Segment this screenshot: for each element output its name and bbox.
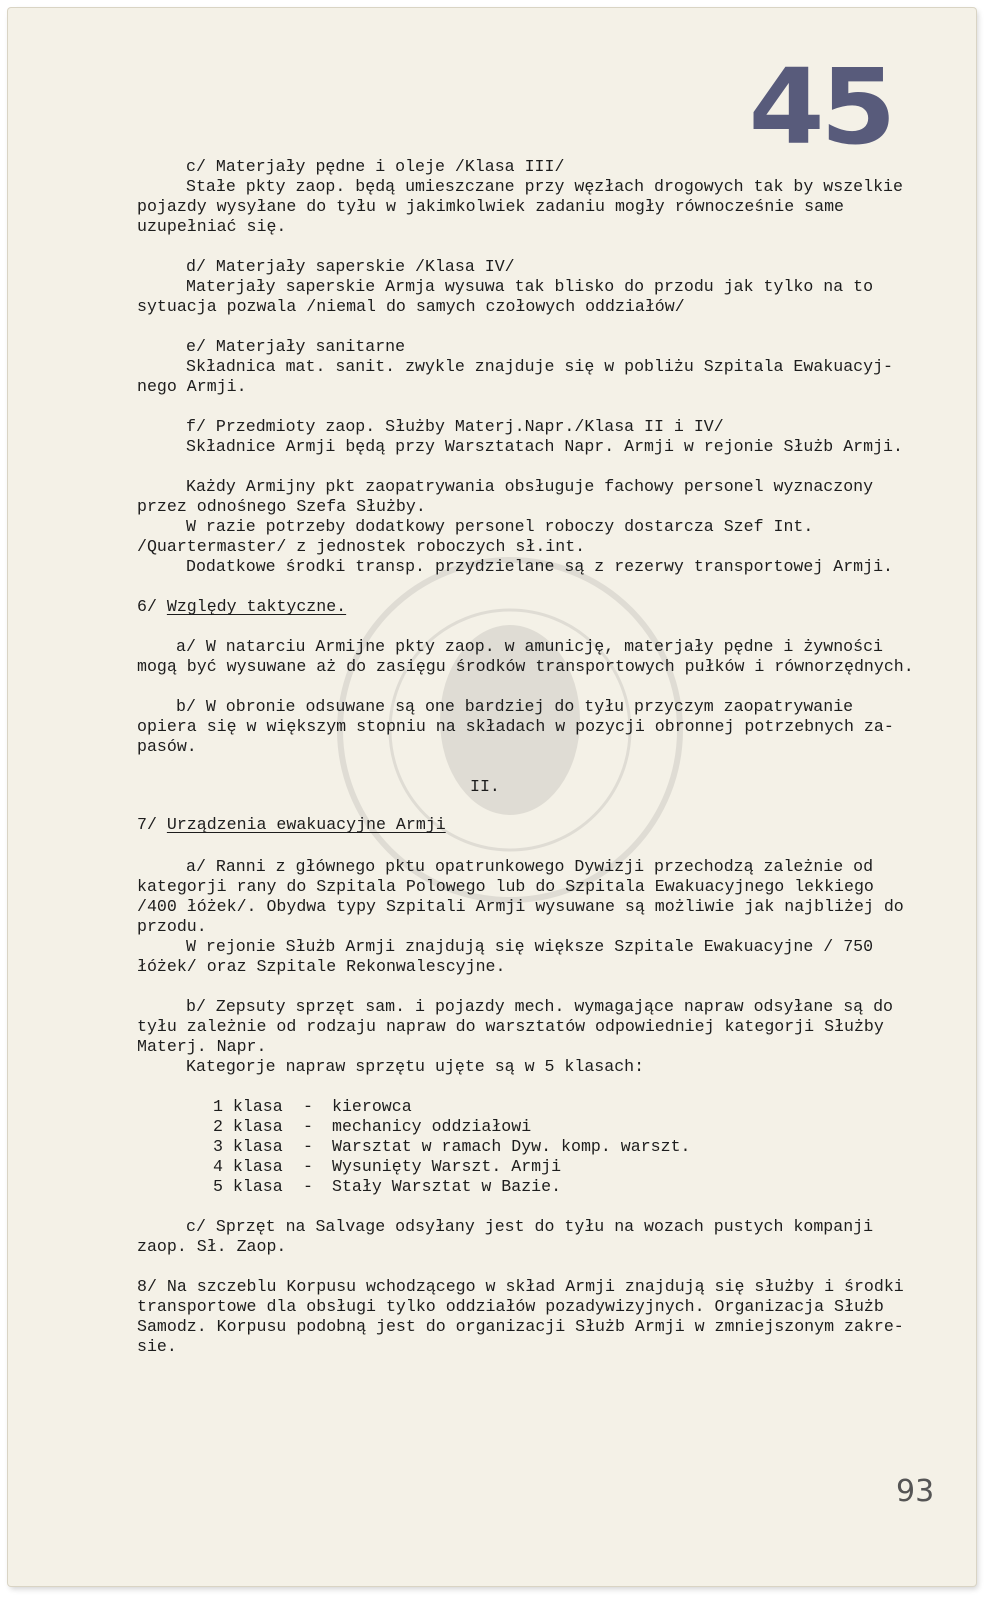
text-line: d/ Materjały saperskie /Klasa IV/ bbox=[186, 257, 515, 276]
text-line: transportowe dla obsługi tylko oddziałów pozadywizyjnych. Organizacja Służb bbox=[137, 1297, 884, 1316]
repair-class-dash: - bbox=[303, 1097, 313, 1116]
text-line: nego Armji. bbox=[137, 377, 247, 396]
repair-class-row bbox=[0, 1097, 1000, 1117]
text-line: e/ Materjały sanitarne bbox=[186, 337, 406, 356]
text-line: pasów. bbox=[137, 737, 197, 756]
text-line: Dodatkowe środki transp. przydzielane są z rezerwy transportowej Armji. bbox=[186, 557, 894, 576]
text-line: łóżek/ oraz Szpitale Rekonwalescyjne. bbox=[137, 957, 506, 976]
text-line: Materj. Napr. bbox=[137, 1037, 267, 1056]
repair-class-name: 5 klasa bbox=[213, 1177, 283, 1196]
repair-class-row bbox=[0, 1157, 1000, 1177]
repair-class-row bbox=[0, 1137, 1000, 1157]
section-title: Urządzenia ewakuacyjne Armji bbox=[166, 815, 446, 834]
text-line: f/ Przedmioty zaop. Służby Materj.Napr./Klasa II i IV/ bbox=[186, 417, 724, 436]
text-line: Składnice Armji będą przy Warsztatach Napr. Armji w rejonie Służb Armji. bbox=[186, 437, 903, 456]
text-line: a/ W natarciu Armijne pkty zaop. w amunicję, materjały pędne i żywności bbox=[176, 637, 884, 656]
text-line: tyłu zależnie od rodzaju napraw do warsztatów odpowiedniej kategorji Służby bbox=[137, 1017, 884, 1036]
text-line: /400 łóżek/. Obydwa typy Szpitali Armji wysuwane są możliwie jak najbliżej do bbox=[137, 897, 904, 916]
section-number: 7/ bbox=[137, 815, 167, 834]
text-line: 8/ Na szczeblu Korpusu wchodzącego w skład Armji znajdują się służby i środki bbox=[137, 1277, 904, 1296]
text-line: W razie potrzeby dodatkowy personel roboczy dostarcza Szef Int. bbox=[186, 517, 814, 536]
text-line: Każdy Armijny pkt zaopatrywania obsługuje fachowy personel wyznaczony bbox=[186, 477, 874, 496]
section-number: 6/ bbox=[137, 597, 167, 616]
repair-class-dash: - bbox=[303, 1177, 313, 1196]
text-line: W rejonie Służb Armji znajdują się większe Szpitale Ewakuacyjne / 750 bbox=[186, 937, 874, 956]
text-line: uzupełniać się. bbox=[137, 217, 287, 236]
repair-class-desc: Warsztat w ramach Dyw. komp. warszt. bbox=[332, 1137, 691, 1156]
text-line: opiera się w większym stopniu na składach w pozycji obronnej potrzebnych za- bbox=[137, 717, 894, 736]
repair-class-name: 4 klasa bbox=[213, 1157, 283, 1176]
part-heading: II. bbox=[470, 777, 500, 796]
text-line: b/ Zepsuty sprzęt sam. i pojazdy mech. wymagające napraw odsyłane są do bbox=[186, 997, 894, 1016]
text-line: /Quartermaster/ z jednostek roboczych sł.int. bbox=[137, 537, 586, 556]
text-line: Stałe pkty zaop. będą umieszczane przy węzłach drogowych tak by wszelkie bbox=[186, 177, 903, 196]
archive-stamp-number: 45 bbox=[748, 46, 893, 168]
text-line: przez odnośnego Szefa Służby. bbox=[137, 497, 426, 516]
section-title: Względy taktyczne. bbox=[166, 597, 347, 616]
text-line: a/ Ranni z głównego pktu opatrunkowego Dywizji przechodzą zależnie od bbox=[186, 857, 874, 876]
repair-class-desc: Stały Warsztat w Bazie. bbox=[332, 1177, 562, 1196]
repair-class-dash: - bbox=[303, 1137, 313, 1156]
repair-class-name: 3 klasa bbox=[213, 1137, 283, 1156]
repair-class-desc: mechanicy oddziałowi bbox=[332, 1117, 532, 1136]
repair-class-name: 1 klasa bbox=[213, 1097, 283, 1116]
repair-class-desc: Wysunięty Warszt. Armji bbox=[332, 1157, 562, 1176]
repair-class-dash: - bbox=[303, 1117, 313, 1136]
text-line: mogą być wysuwane aż do zasięgu środków transportowych pułków i równorzędnych. bbox=[137, 657, 914, 676]
text-line: kategorji rany do Szpitala Polowego lub do Szpitala Ewakuacyjnego lekkiego bbox=[137, 877, 874, 896]
text-line: Materjały saperskie Armja wysuwa tak blisko do przodu jak tylko na to bbox=[186, 277, 874, 296]
text-line: pojazdy wysyłane do tyłu w jakimkolwiek zadaniu mogły równocześnie same bbox=[137, 197, 845, 216]
repair-class-dash: - bbox=[303, 1157, 313, 1176]
text-line: c/ Sprzęt na Salvage odsyłany jest do tyłu na wozach pustych kompanji bbox=[186, 1217, 874, 1236]
text-line: Składnica mat. sanit. zwykle znajduje się w pobliżu Szpitala Ewakuacyj- bbox=[186, 357, 894, 376]
repair-class-row bbox=[0, 1177, 1000, 1197]
text-line: sie. bbox=[137, 1337, 177, 1356]
section-heading bbox=[137, 597, 346, 617]
text-line: Samodz. Korpusu podobną jest do organizacji Służb Armji w zmniejszonym zakre- bbox=[137, 1317, 904, 1336]
repair-class-desc: kierowca bbox=[332, 1097, 412, 1116]
handwritten-page-number: 93 bbox=[896, 1474, 935, 1509]
repair-class-name: 2 klasa bbox=[213, 1117, 283, 1136]
text-line: przodu. bbox=[137, 917, 207, 936]
text-line: c/ Materjały pędne i oleje /Klasa III/ bbox=[186, 157, 565, 176]
text-line: sytuacja pozwala /niemal do samych czołowych oddziałów/ bbox=[137, 297, 685, 316]
section-heading bbox=[137, 815, 446, 835]
repair-class-row bbox=[0, 1117, 1000, 1137]
text-line: Kategorje napraw sprzętu ujęte są w 5 klasach: bbox=[186, 1057, 645, 1076]
text-line: b/ W obronie odsuwane są one bardziej do tyłu przyczym zaopatrywanie bbox=[176, 697, 854, 716]
text-line: zaop. Sł. Zaop. bbox=[137, 1237, 287, 1256]
